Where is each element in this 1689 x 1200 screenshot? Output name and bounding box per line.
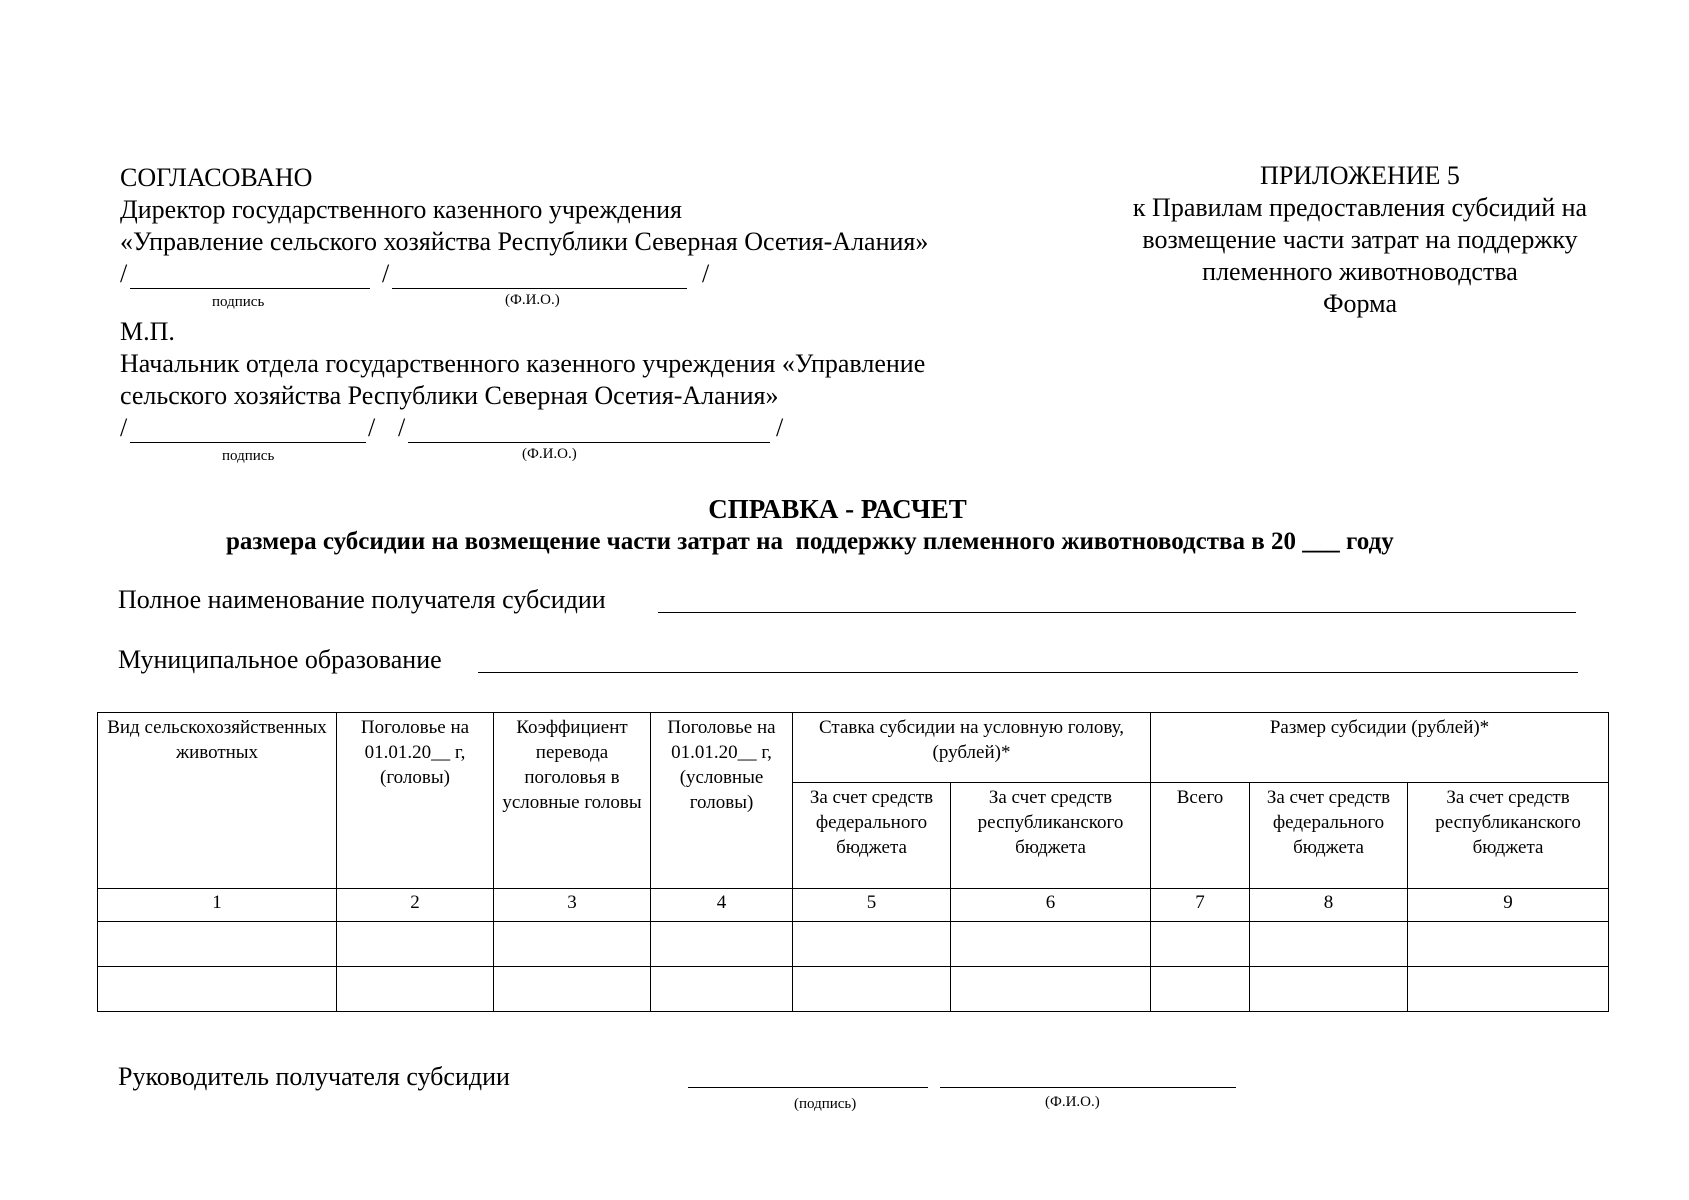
table-cell[interactable] bbox=[1250, 967, 1408, 1012]
table-row bbox=[98, 922, 1609, 967]
column-number: 4 bbox=[651, 889, 793, 922]
table-cell[interactable] bbox=[951, 922, 1151, 967]
header-livestock-conditional-heads: Поголовье на 01.01.20__ г, (условные головы) bbox=[651, 713, 793, 889]
recipient-head-fio-field[interactable] bbox=[940, 1087, 1236, 1088]
table-cell[interactable] bbox=[1250, 922, 1408, 967]
recipient-head-label: Руководитель получателя субсидии bbox=[118, 1062, 510, 1091]
header-rate-republican: За счет средств республиканского бюджета bbox=[951, 783, 1151, 889]
table-cell[interactable] bbox=[651, 967, 793, 1012]
appendix-text-line3: племенного животноводства bbox=[1202, 257, 1518, 286]
column-number: 2 bbox=[337, 889, 494, 922]
director-title: Директор государственного казенного учреждения bbox=[120, 195, 682, 224]
appendix-block bbox=[1060, 160, 1660, 320]
table-row bbox=[98, 967, 1609, 1012]
department-head-sign-caption: подпись bbox=[222, 448, 275, 464]
column-number-row bbox=[98, 889, 1609, 922]
table-cell[interactable] bbox=[651, 922, 793, 967]
column-number: 3 bbox=[494, 889, 651, 922]
table-cell[interactable] bbox=[337, 922, 494, 967]
header-size-total: Всего bbox=[1151, 783, 1250, 889]
column-number: 1 bbox=[98, 889, 337, 922]
form-label: Форма bbox=[1323, 289, 1397, 318]
table-cell[interactable] bbox=[1151, 967, 1250, 1012]
table-cell[interactable] bbox=[337, 967, 494, 1012]
table-cell[interactable] bbox=[793, 922, 951, 967]
header-animal-type: Вид сельскохозяйственных животных bbox=[98, 713, 337, 889]
column-number: 9 bbox=[1408, 889, 1609, 922]
column-number: 7 bbox=[1151, 889, 1250, 922]
director-sign-caption: подпись bbox=[212, 294, 265, 310]
department-head-title: Начальник отдела государственного казенного учреждения «Управление bbox=[120, 349, 926, 378]
recipient-name-field[interactable] bbox=[658, 612, 1576, 613]
document-subtitle: размера субсидии на возмещение части затрат на поддержку племенного животноводства в 20 ___ году bbox=[226, 528, 1394, 555]
table-cell[interactable] bbox=[98, 967, 337, 1012]
director-fio-caption: (Ф.И.О.) bbox=[505, 292, 560, 308]
appendix-number: ПРИЛОЖЕНИЕ 5 bbox=[1260, 161, 1460, 190]
director-organization: «Управление сельского хозяйства Республики Северная Осетия-Алания» bbox=[120, 227, 929, 256]
calculation-table bbox=[97, 712, 1609, 1012]
stamp-place: М.П. bbox=[120, 317, 175, 346]
municipality-field[interactable] bbox=[478, 672, 1578, 673]
table-cell[interactable] bbox=[793, 967, 951, 1012]
header-conversion-coefficient: Коэффициент перевода поголовья в условные головы bbox=[494, 713, 651, 889]
header-subsidy-rate: Ставка субсидии на условную голову, (рублей)* bbox=[793, 713, 1151, 783]
approval-heading: СОГЛАСОВАНО bbox=[120, 163, 313, 192]
table-cell[interactable] bbox=[494, 967, 651, 1012]
header-rate-federal: За счет средств федерального бюджета bbox=[793, 783, 951, 889]
column-number: 5 bbox=[793, 889, 951, 922]
department-head-fio-caption: (Ф.И.О.) bbox=[522, 446, 577, 462]
appendix-text-line1: к Правилам предоставления субсидий на bbox=[1132, 193, 1588, 222]
footer-sign-caption: (подпись) bbox=[794, 1096, 857, 1112]
municipality-label: Муниципальное образование bbox=[118, 645, 442, 674]
document-title: СПРАВКА - РАСЧЕТ bbox=[708, 494, 967, 524]
department-head-organization: сельского хозяйства Республики Северная Осетия-Алания» bbox=[120, 381, 779, 410]
table-cell[interactable] bbox=[494, 922, 651, 967]
recipient-name-label: Полное наименование получателя субсидии bbox=[118, 585, 606, 614]
column-number: 8 bbox=[1250, 889, 1408, 922]
table-cell[interactable] bbox=[1408, 922, 1609, 967]
appendix-text-line2: возмещение части затрат на поддержку bbox=[1142, 225, 1578, 254]
column-number: 6 bbox=[951, 889, 1151, 922]
header-livestock-heads: Поголовье на 01.01.20__ г, (головы) bbox=[337, 713, 494, 889]
recipient-head-signature-field[interactable] bbox=[688, 1087, 928, 1088]
header-size-federal: За счет средств федерального бюджета bbox=[1250, 783, 1408, 889]
header-size-republican: За счет средств республиканского бюджета bbox=[1408, 783, 1609, 889]
header-subsidy-size: Размер субсидии (рублей)* bbox=[1151, 713, 1609, 783]
footer-fio-caption: (Ф.И.О.) bbox=[1045, 1094, 1100, 1110]
table-cell[interactable] bbox=[98, 922, 337, 967]
table-cell[interactable] bbox=[1408, 967, 1609, 1012]
table-cell[interactable] bbox=[951, 967, 1151, 1012]
table-cell[interactable] bbox=[1151, 922, 1250, 967]
